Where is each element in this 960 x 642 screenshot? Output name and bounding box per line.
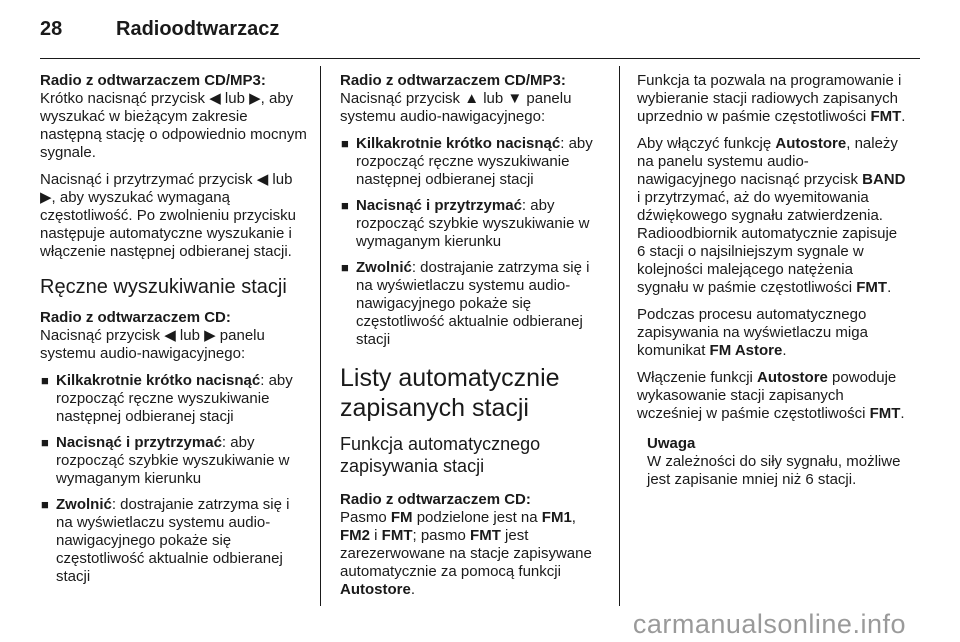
paragraph-label: Radio z odtwarzaczem CD:: [40, 309, 231, 326]
list-item: ■ Nacisnąć i przytrzymać: aby rozpocząć szybkie wyszukiwanie w wymaganym kierunku: [341, 197, 590, 250]
bullet-icon: ■: [41, 435, 49, 450]
bullet-icon: ■: [341, 198, 349, 213]
watermark: carmanualsonline.info: [632, 609, 906, 639]
column-divider: [619, 66, 620, 606]
paragraph-label: Radio z odtwarzaczem CD/MP3:: [40, 72, 266, 89]
column-divider: [320, 66, 321, 606]
paragraph: Aby włączyć funkcję Autostore, należy na panelu systemu audio-nawigacyjnego nacisnąć przycisk BAND i przytrzymać, aż do wyemitowania dźwiękowego sygnału zatwierdzenia. Radioodbiornik automatycznie zapisuje 6 stacji o najsilniejszym sygnale w kolejności malejącego natężenia sygnału w paśmie częstotliwości FMT.: [637, 135, 906, 296]
bullet-icon: ■: [41, 497, 49, 512]
list-item: ■ Zwolnić: dostrajanie zatrzyma się i na wyświetlaczu systemu audio-nawigacyjnego pokaże się częstotliwość aktualnie odbieranej stacji: [41, 496, 290, 585]
note-label: Uwaga: [647, 435, 696, 452]
list-item: ■ Nacisnąć i przytrzymać: aby rozpocząć szybkie wyszukiwanie w wymaganym kierunku: [41, 434, 290, 487]
bullet-list: [340, 135, 610, 349]
list-item: ■ Zwolnić: dostrajanie zatrzyma się i na wyświetlaczu systemu audio-nawigacyjnego pokaże się częstotliwość aktualnie odbieranej stacji: [341, 259, 590, 348]
chapter-heading: Listy automatycznie zapisanych stacji: [340, 364, 560, 422]
paragraph-label: Radio z odtwarzaczem CD:: [340, 491, 531, 508]
bullet-icon: ■: [341, 136, 349, 151]
paragraph: Funkcja ta pozwala na programowanie i wybieranie stacji radiowych zapisanych uprzednio w paśmie częstotliwości FMT.: [637, 72, 906, 125]
paragraph-label: Radio z odtwarzaczem CD/MP3:: [340, 72, 566, 89]
bullet-list: [40, 372, 310, 586]
paragraph: Nacisnąć przycisk ▲ lub ▼ panelu systemu audio-nawigacyjnego:: [340, 90, 572, 125]
list-item: ■ Kilkakrotnie krótko nacisnąć: aby rozpocząć ręczne wyszukiwanie następnej odbieranej stacji: [41, 372, 293, 425]
note-box: [637, 435, 907, 489]
paragraph: Nacisnąć przycisk ◀ lub ▶ panelu systemu audio-nawigacyjnego:: [40, 327, 265, 362]
column-1: [40, 72, 310, 594]
paragraph: Krótko nacisnąć przycisk ◀ lub ▶, aby wyszukać w bieżącym zakresie następną stację o odpowiednio mocnym sygnale.: [40, 90, 307, 161]
subsection-heading: Funkcja automatycznego zapisywania stacji: [340, 434, 541, 476]
list-item: ■ Kilkakrotnie krótko nacisnąć: aby rozpocząć ręczne wyszukiwanie następnej odbieranej stacji: [341, 135, 593, 188]
paragraph: Podczas procesu automatycznego zapisywania na wyświetlaczu miga komunikat FM Astore.: [637, 306, 868, 359]
paragraph: Nacisnąć i przytrzymać przycisk ◀ lub ▶, aby wyszukać wymaganą częstotliwość. Po zwolnieniu przycisku następuje automatyczne wyszukanie i włączenie następnej odbieranej stacji.: [40, 171, 296, 260]
paragraph: Włączenie funkcji Autostore powoduje wykasowanie stacji zapisanych wcześniej w paśmie częstotliwości FMT.: [637, 369, 905, 422]
bullet-icon: ■: [341, 260, 349, 275]
column-2: [340, 72, 610, 608]
column-3: [637, 72, 907, 489]
page-title: Radioodtwarzacz: [116, 18, 280, 40]
header-rule: [40, 58, 920, 59]
page-number: 28: [40, 18, 63, 40]
paragraph: Pasmo FM podzielone jest na FM1, FM2 i FMT; pasmo FMT jest zarezerwowane na stacje zapisywane automatycznie za pomocą funkcji Autostore.: [340, 509, 592, 598]
bullet-icon: ■: [41, 373, 49, 388]
page-header: [40, 18, 279, 50]
note-text: W zależności do siły sygnału, możliwe jest zapisanie mniej niż 6 stacji.: [647, 453, 901, 488]
section-heading: Ręczne wyszukiwanie stacji: [40, 276, 287, 298]
